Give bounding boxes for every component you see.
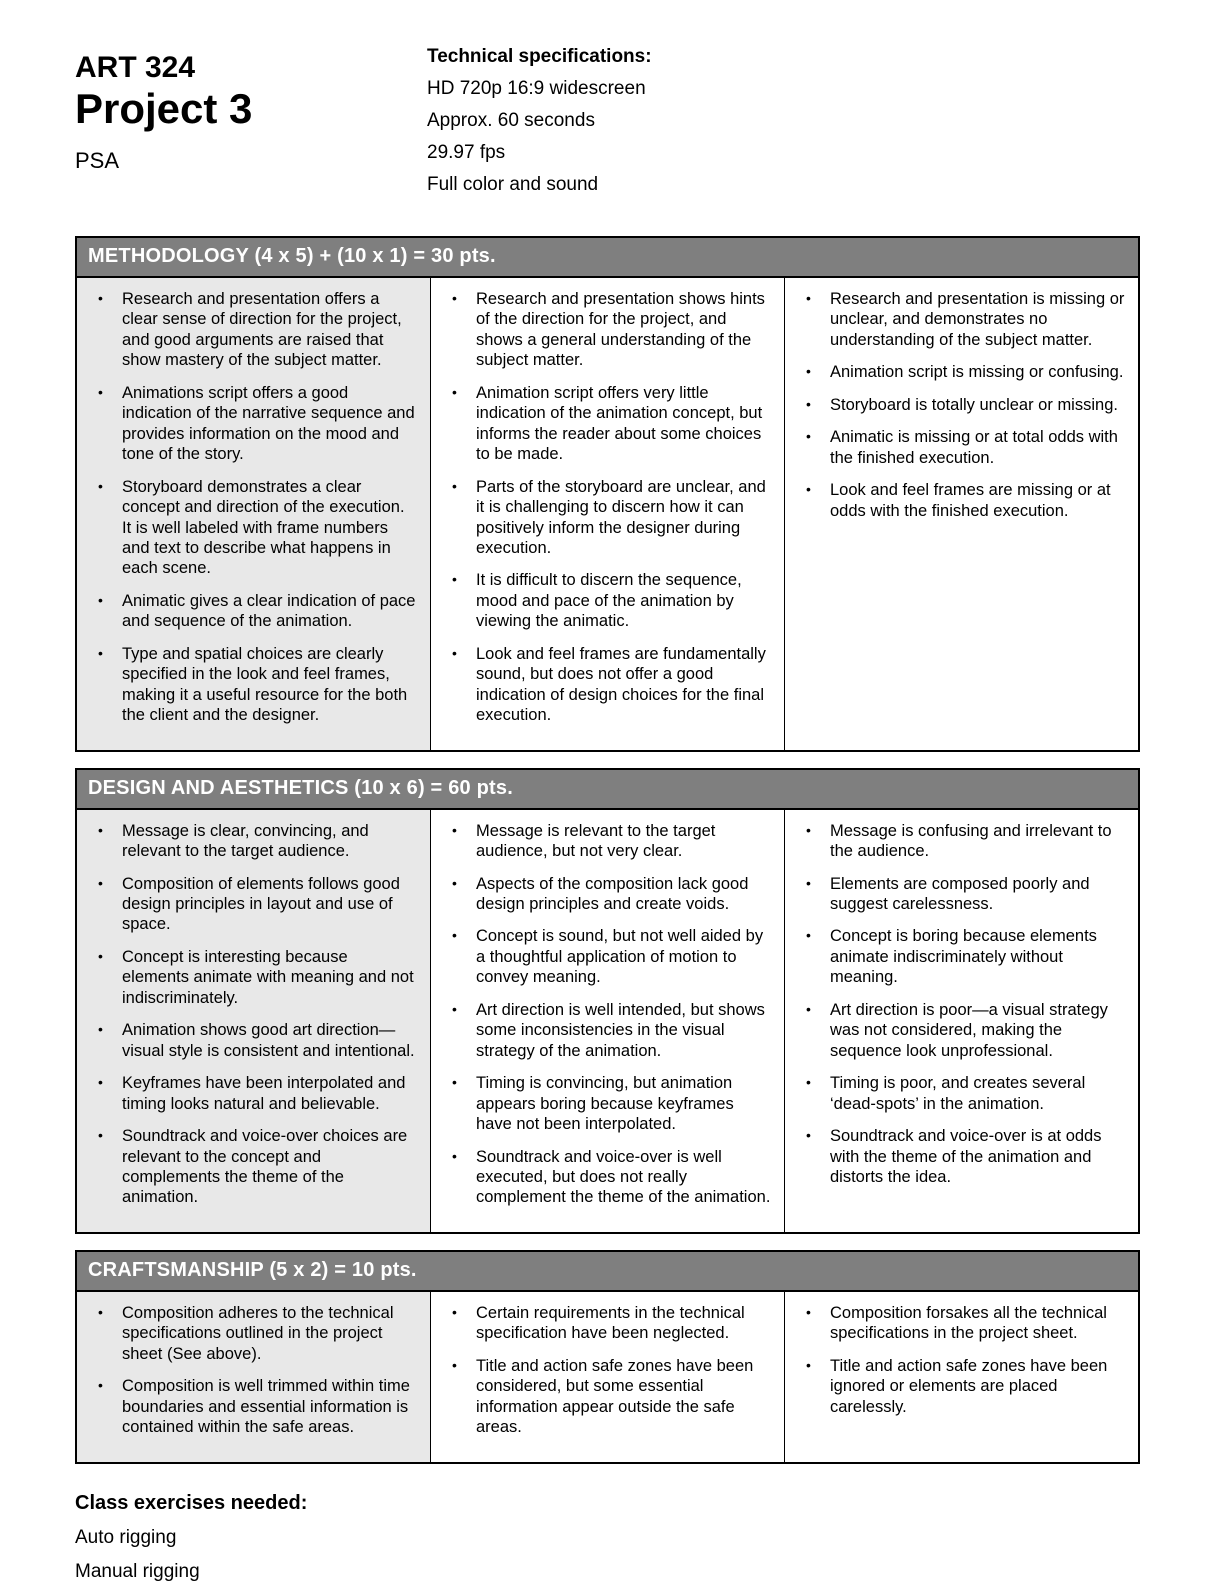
project-title: Project 3 <box>75 84 253 132</box>
rubric-item: • Concept is boring because elements animate indiscriminately without meaning. <box>799 926 1126 987</box>
rubric-item: • Animatic gives a clear indication of pace and sequence of the animation. <box>91 591 418 632</box>
rubric-column-poor <box>785 810 1138 1232</box>
rubric-column-poor <box>785 1292 1138 1462</box>
course-title: ART 324 <box>75 51 196 84</box>
rubric-column-average <box>431 278 785 750</box>
rubric-table-design-aesthetics <box>75 768 1140 1234</box>
title-block <box>75 44 427 206</box>
table-body <box>77 278 1138 750</box>
tech-spec-line: Full color and sound <box>427 174 599 195</box>
rubric-item: • Look and feel frames are missing or at odds with the finished execution. <box>799 480 1126 521</box>
tech-spec-line: HD 720p 16:9 widescreen <box>427 78 646 99</box>
rubric-table-craftsmanship <box>75 1250 1140 1464</box>
rubric-item: • Type and spatial choices are clearly specified in the look and feel frames, making it a useful resource for the both the client and the designer. <box>91 644 418 726</box>
rubric-item: • Research and presentation offers a clear sense of direction for the project, and good arguments are raised that show mastery of the subject matter. <box>91 289 418 371</box>
document-header <box>75 44 1140 206</box>
tech-spec-line: Approx. 60 seconds <box>427 110 595 131</box>
rubric-item: • Aspects of the composition lack good design principles and create voids. <box>445 874 772 915</box>
class-exercise-line: Auto rigging <box>75 1526 177 1548</box>
rubric-item: • Parts of the storyboard are unclear, and it is challenging to discern how it can positively inform the designer during execution. <box>445 477 772 559</box>
rubric-item: • Elements are composed poorly and suggest carelessness. <box>799 874 1126 915</box>
rubric-table-methodology <box>75 236 1140 752</box>
class-exercises-title: Class exercises needed: <box>75 1491 308 1514</box>
tech-specs-title: Technical specifications: <box>427 46 652 67</box>
rubric-item: • Composition is well trimmed within time boundaries and essential information is contained within the safe areas. <box>91 1376 418 1437</box>
rubric-item: • Animatic is missing or at total odds with the finished execution. <box>799 427 1126 468</box>
table-body <box>77 1292 1138 1462</box>
rubric-item: • Keyframes have been interpolated and timing looks natural and believable. <box>91 1073 418 1114</box>
table-header: METHODOLOGY (4 x 5) + (10 x 1) = 30 pts. <box>77 238 1138 278</box>
rubric-item: • Animation script is missing or confusing. <box>799 362 1126 382</box>
rubric-item: • Composition adheres to the technical specifications outlined in the project sheet (See above). <box>91 1303 418 1364</box>
table-header: CRAFTSMANSHIP (5 x 2) = 10 pts. <box>77 1252 1138 1292</box>
rubric-item: • Message is confusing and irrelevant to the audience. <box>799 821 1126 862</box>
table-header: DESIGN AND AESTHETICS (10 x 6) = 60 pts. <box>77 770 1138 810</box>
project-subtitle: PSA <box>75 147 120 173</box>
class-exercise-line: Manual rigging <box>75 1560 200 1582</box>
rubric-item: • Title and action safe zones have been ignored or elements are placed carelessly. <box>799 1356 1126 1417</box>
rubric-item: • Title and action safe zones have been considered, but some essential information appear outside the safe areas. <box>445 1356 772 1438</box>
rubric-item: • Composition forsakes all the technical specifications in the project sheet. <box>799 1303 1126 1344</box>
rubric-item: • Storyboard demonstrates a clear concept and direction of the execution. It is well labeled with frame numbers and text to describe what happens in each scene. <box>91 477 418 579</box>
rubric-item: • Art direction is well intended, but shows some inconsistencies in the visual strategy of the animation. <box>445 1000 772 1061</box>
rubric-item: • Concept is sound, but not well aided by a thoughtful application of motion to convey meaning. <box>445 926 772 987</box>
rubric-column-excellent <box>77 278 431 750</box>
rubric-item: • Soundtrack and voice-over is well executed, but does not really complement the theme of the animation. <box>445 1147 772 1208</box>
rubric-column-poor <box>785 278 1138 750</box>
rubric-item: • Art direction is poor—a visual strategy was not considered, making the sequence look unprofessional. <box>799 1000 1126 1061</box>
rubric-item: • Research and presentation is missing or unclear, and demonstrates no understanding of the subject matter. <box>799 289 1126 350</box>
rubric-item: • Concept is interesting because elements animate with meaning and not indiscriminately. <box>91 947 418 1008</box>
tech-specs-block <box>427 44 652 206</box>
rubric-item: • Message is clear, convincing, and relevant to the target audience. <box>91 821 418 862</box>
rubric-item: • Animations script offers a good indication of the narrative sequence and provides information on the mood and tone of the story. <box>91 383 418 465</box>
rubric-item: • Soundtrack and voice-over choices are relevant to the concept and complements the theme of the animation. <box>91 1126 418 1208</box>
rubric-item: • Animation script offers very little indication of the animation concept, but informs the reader about some choices to be made. <box>445 383 772 465</box>
rubric-item: • Message is relevant to the target audience, but not very clear. <box>445 821 772 862</box>
rubric-item: • Certain requirements in the technical specification have been neglected. <box>445 1303 772 1344</box>
rubric-item: • Soundtrack and voice-over is at odds with the theme of the animation and distorts the idea. <box>799 1126 1126 1187</box>
rubric-item: • Research and presentation shows hints of the direction for the project, and shows a general understanding of the subject matter. <box>445 289 772 371</box>
tech-spec-line: 29.97 fps <box>427 142 506 163</box>
rubric-item: • Composition of elements follows good design principles in layout and use of space. <box>91 874 418 935</box>
rubric-item: • Look and feel frames are fundamentally sound, but does not offer a good indication of design choices for the final execution. <box>445 644 772 726</box>
table-body <box>77 810 1138 1232</box>
rubric-column-excellent <box>77 810 431 1232</box>
rubric-item: • Animation shows good art direction—visual style is consistent and intentional. <box>91 1020 418 1061</box>
class-exercises-section <box>75 1492 1140 1583</box>
rubric-item: • Timing is poor, and creates several ‘dead-spots’ in the animation. <box>799 1073 1126 1114</box>
rubric-column-average <box>431 810 785 1232</box>
rubric-item: • It is difficult to discern the sequence, mood and pace of the animation by viewing the animatic. <box>445 570 772 631</box>
rubric-column-excellent <box>77 1292 431 1462</box>
class-exercises-list <box>75 1527 1140 1583</box>
rubric-column-average <box>431 1292 785 1462</box>
rubric-item: • Timing is convincing, but animation appears boring because keyframes have not been interpolated. <box>445 1073 772 1134</box>
rubric-item: • Storyboard is totally unclear or missing. <box>799 395 1126 415</box>
